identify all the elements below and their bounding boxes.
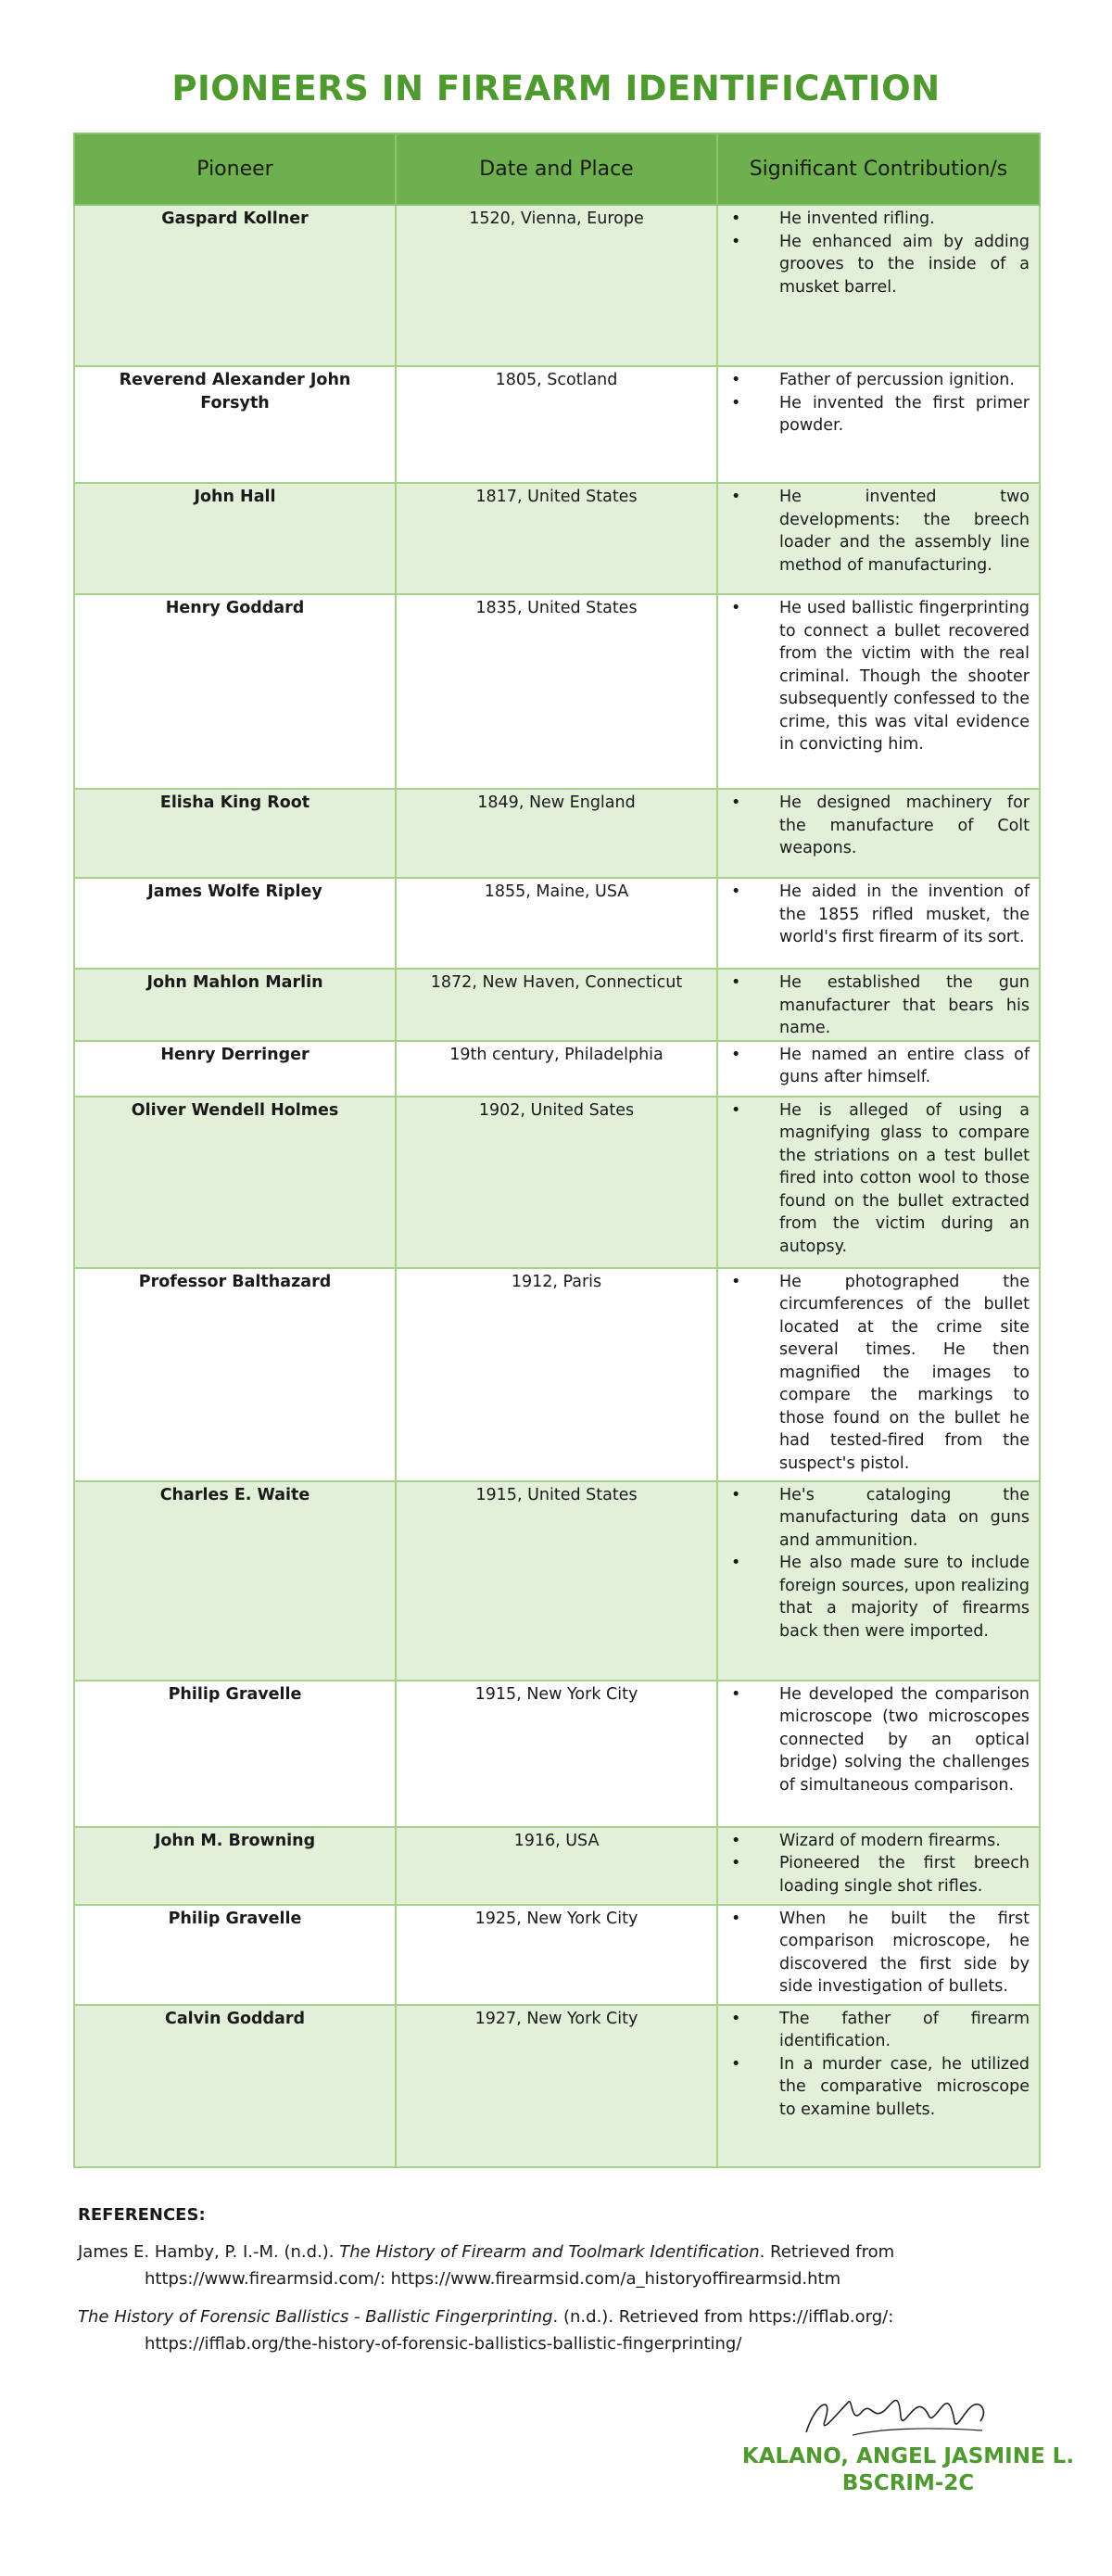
contributions-list [718, 2008, 1030, 2122]
date-place: 1805, Scotland [396, 366, 717, 483]
contributions-cell [717, 1827, 1040, 1905]
date-place: 1855, Maine, USA [396, 878, 717, 969]
pioneer-name: Gaspard Kollner [74, 205, 396, 366]
contributions-cell [717, 2005, 1040, 2167]
contributions-cell [717, 1681, 1040, 1827]
pioneer-name: Calvin Goddard [74, 2005, 396, 2167]
contribution-item: • He also made sure to include foreign sources, upon realizing that a majority of firearms back then were imported. [718, 1552, 1030, 1643]
references-section [78, 2202, 1042, 2368]
pioneer-name: Henry Goddard [74, 594, 396, 789]
contributions-cell [717, 483, 1040, 594]
page-title: PIONEERS IN FIREARM IDENTIFICATION [171, 69, 941, 108]
contributions-list [718, 208, 1030, 298]
date-place: 1849, New England [396, 789, 717, 878]
author-name: KALANO, ANGEL JASMINE L. [741, 2444, 1075, 2468]
pioneer-name: John M. Browning [74, 1827, 396, 1905]
date-place: 1916, USA [396, 1827, 717, 1905]
contributions-list [718, 1830, 1030, 1898]
pioneer-name: Reverend Alexander John Forsyth [74, 366, 396, 483]
author-section: BSCRIM-2C [841, 2471, 975, 2495]
contributions-cell [717, 205, 1040, 366]
contributions-cell [717, 878, 1040, 969]
date-place: 1817, United States [396, 483, 717, 594]
reference-title: The History of Forensic Ballistics - Ballistic Fingerprinting [78, 2307, 553, 2327]
table-row [74, 969, 1040, 1041]
date-place: 1520, Vienna, Europe [396, 205, 717, 366]
contributions-cell [717, 1041, 1040, 1097]
contributions-list [718, 971, 1030, 1040]
contribution-item: • Pioneered the first breech loading single shot rifles. [718, 1852, 1030, 1897]
contributions-cell [717, 366, 1040, 483]
table-body [74, 205, 1040, 2167]
contributions-cell [717, 1097, 1040, 1268]
date-place: 1912, Paris [396, 1268, 717, 1481]
contributions-list [718, 792, 1030, 860]
date-place: 19th century, Philadelphia [396, 1041, 717, 1097]
table-row [74, 1041, 1040, 1097]
date-place: 1925, New York City [396, 1905, 717, 2005]
contribution-item: • He used ballistic fingerprinting to connect a bullet recovered from the victim with the real criminal. Though the shooter subsequently confessed to the crime, this was vital evidence in convicting him. [718, 597, 1030, 756]
table-row [74, 1905, 1040, 2005]
reference-suffix: . (n.d.). Retrieved from https://ifflab.org/: https://ifflab.org/the-history-of-forensic-ballistics-ballistic-fingerprinting/ [145, 2307, 894, 2354]
table-row [74, 789, 1040, 878]
pioneer-name: Charles E. Waite [74, 1481, 396, 1681]
pioneer-name: John Hall [74, 483, 396, 594]
contribution-item: • He invented the first primer powder. [718, 392, 1030, 438]
contribution-item: • He invented rifling. [718, 208, 1030, 231]
table-row [74, 594, 1040, 789]
reference-suffix: . Retrieved from https://www.firearmsid.com/: https://www.firearmsid.com/a_historyoffirearmsid.htm [145, 2242, 895, 2289]
contributions-list [718, 597, 1030, 756]
table-row [74, 205, 1040, 366]
contribution-item: • When he built the first comparison microscope, he discovered the first side by side investigation of bullets. [718, 1908, 1030, 1999]
contributions-cell [717, 1481, 1040, 1681]
table-row [74, 1097, 1040, 1268]
contributions-cell [717, 789, 1040, 878]
contributions-list [718, 1044, 1030, 1089]
header-contributions: Significant Contribution/s [717, 133, 1040, 205]
contributions-list [718, 369, 1030, 438]
date-place: 1872, New Haven, Connecticut [396, 969, 717, 1041]
contribution-item: • In a murder case, he utilized the comparative microscope to examine bullets. [718, 2053, 1030, 2122]
contribution-item: • He established the gun manufacturer that bears his name. [718, 971, 1030, 1040]
contributions-cell [717, 1268, 1040, 1481]
author-block [686, 2443, 1112, 2497]
contributions-list [718, 1099, 1030, 1259]
contributions-list [718, 486, 1030, 577]
table-row [74, 1681, 1040, 1827]
contributions-list [718, 881, 1030, 949]
contribution-item: • Wizard of modern firearms. [718, 1830, 1030, 1853]
contribution-item: • The father of firearm identification. [718, 2008, 1030, 2053]
table-row [74, 878, 1040, 969]
date-place: 1902, United Sates [396, 1097, 717, 1268]
pioneer-name: Philip Gravelle [74, 1681, 396, 1827]
contributions-cell [717, 594, 1040, 789]
table-header-row [74, 133, 1040, 205]
contribution-item: • He is alleged of using a magnifying glass to compare the striations on a test bullet fired into cotton wool to those found on the bullet extracted from the victim during an autopsy. [718, 1099, 1030, 1259]
contributions-cell [717, 1905, 1040, 2005]
pioneer-name: Elisha King Root [74, 789, 396, 878]
contribution-item: • He's cataloging the manufacturing data on guns and ammunition. [718, 1484, 1030, 1553]
pioneers-table [73, 133, 1041, 2168]
pioneer-name: James Wolfe Ripley [74, 878, 396, 969]
references-title: REFERENCES: [78, 2205, 206, 2225]
date-place: 1927, New York City [396, 2005, 717, 2167]
handwritten-signature [797, 2384, 992, 2447]
contributions-list [718, 1484, 1030, 1643]
table-row [74, 366, 1040, 483]
contributions-list [718, 1271, 1030, 1476]
contribution-item: • He developed the comparison microscope (two microscopes connected by an optical bridge) solving the challenges of simultaneous comparison. [718, 1683, 1030, 1797]
contribution-item: • He photographed the circumferences of the bullet located at the crime site several times. He then magnified the images to compare the markings to those found on the bullet he had tested-fired from the suspect's pistol. [718, 1271, 1030, 1476]
table-row [74, 2005, 1040, 2167]
contributions-cell [717, 969, 1040, 1041]
date-place: 1835, United States [396, 594, 717, 789]
header-date-place: Date and Place [396, 133, 717, 205]
date-place: 1915, United States [396, 1481, 717, 1681]
contribution-item: • He aided in the invention of the 1855 rifled musket, the world's first firearm of its sort. [718, 881, 1030, 949]
contribution-item: • He designed machinery for the manufacture of Colt weapons. [718, 792, 1030, 860]
table-row [74, 1481, 1040, 1681]
table-row [74, 1268, 1040, 1481]
reference-item [78, 2303, 1042, 2357]
pioneer-name: Professor Balthazard [74, 1268, 396, 1481]
contribution-item: • He invented two developments: the breech loader and the assembly line method of manufacturing. [718, 486, 1030, 577]
pioneer-name: Oliver Wendell Holmes [74, 1097, 396, 1268]
date-place: 1915, New York City [396, 1681, 717, 1827]
header-pioneer: Pioneer [74, 133, 396, 205]
contributions-list [718, 1908, 1030, 1999]
reference-prefix: James E. Hamby, P. I.-M. (n.d.). [78, 2242, 340, 2262]
contribution-item: • He named an entire class of guns after himself. [718, 1044, 1030, 1089]
reference-title: The History of Firearm and Toolmark Identification [339, 2242, 760, 2262]
pioneer-name: Henry Derringer [74, 1041, 396, 1097]
pioneer-name: John Mahlon Marlin [74, 969, 396, 1041]
table-row [74, 483, 1040, 594]
contributions-list [718, 1683, 1030, 1797]
reference-item [78, 2239, 1042, 2292]
pioneer-name: Philip Gravelle [74, 1905, 396, 2005]
contribution-item: • Father of percussion ignition. [718, 369, 1030, 392]
contribution-item: • He enhanced aim by adding grooves to the inside of a musket barrel. [718, 231, 1030, 299]
table-row [74, 1827, 1040, 1905]
